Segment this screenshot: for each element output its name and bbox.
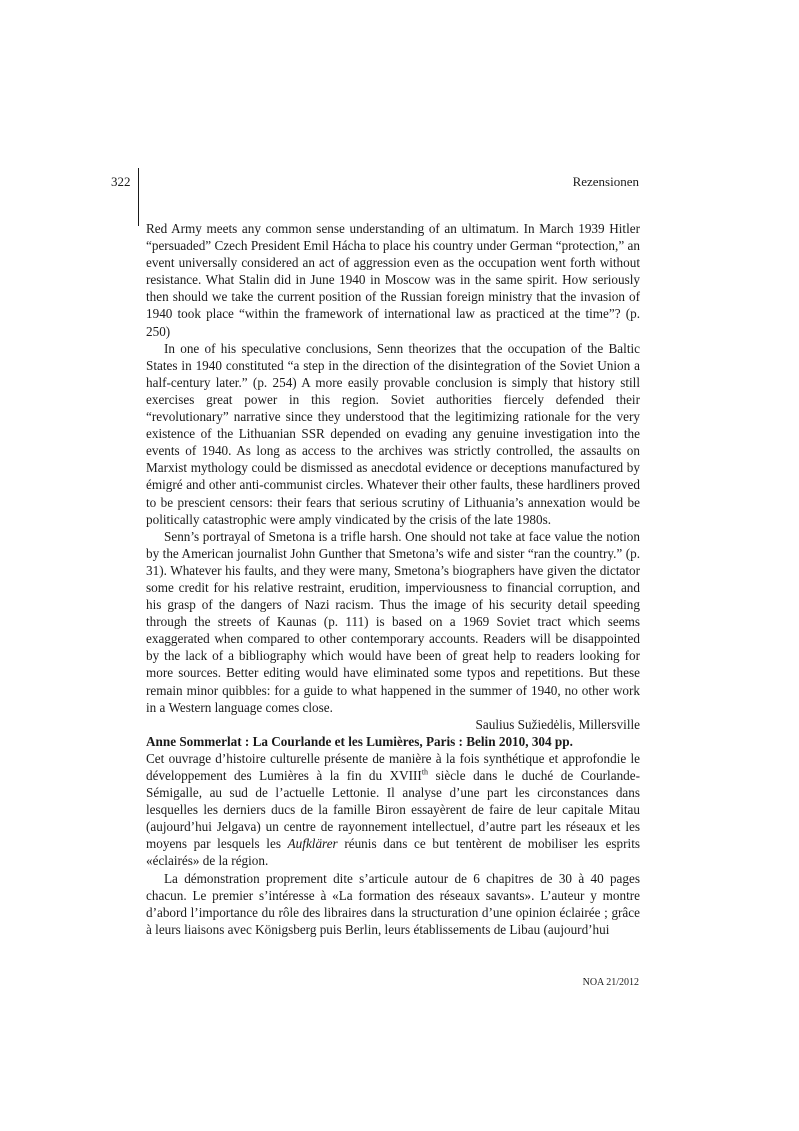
reviewer-signature: Saulius Sužiedėlis, Millersville: [475, 716, 640, 732]
paragraph: In one of his speculative conclusions, Senn theorizes that the occupation of the Baltic States in 1940 constituted “a step in the direction of the disintegration of the Soviet Union a half-century later.” (p. 254) A more easily provable conclusion is simply that history still exercises great power in this region. Soviet authorities fiercely defended their “revolutionary” narrative since they understood that the legitimizing rationale for the very existence of the Lithuanian SSR depended on evading any genuine investigation into the events of 1940. As long as access to the archives was strictly controlled, the assaults on Marxist mythology could be dismissed as anecdotal evidence or deceptions manufactured by émigré and other anti-communist circles. Whatever their other faults, these hardliners proved to be prescient censors: their fears that serious scrutiny of Lithuania’s annexation would be politically catastrophic were amply vindicated by the crisis of the late 1980s.: [146, 340, 640, 527]
paragraph: La démonstration proprement dite s’articule autour de 6 chapitres de 30 à 40 pages chacun. Le premier s’intéresse à «La formation des réseaux savants». L’auteur y montre d’abord l’importance du rôle des libraires dans la structuration d’une opinion éclairée ; grâce à leurs liaisons avec Königsberg puis Berlin, leurs établissements de Libau (aujourd’hui: [146, 870, 640, 937]
text-run: siècle dans le duché de Courlande-Sémigalle, au sud de l’actuelle Lettonie. Il analyse d’une part les circonstances dans lesquelles les derniers ducs de la famille Biron essayèrent de faire de leur capitale Mitau (aujourd’hui Jelgava) un centre de rayonnement intellectuel, d’autre part les réseaux et les moyens par lesquels les: [146, 768, 640, 852]
superscript: th: [421, 767, 429, 777]
paragraph: Red Army meets any common sense understanding of an ultimatum. In March 1939 Hitler “persuaded” Czech President Emil Hácha to place his country under German “protection,” an event universally considered an act of aggression even as the occupation went forth without resistance. What Stalin did in June 1940 in Moscow was in the same spirit. How seriously then should we take the current position of the Russian foreign ministry that the invasion of 1940 took place “within the framework of international law as practiced at the time”? (p. 250): [146, 221, 640, 339]
review-heading: Anne Sommerlat : La Courlande et les Lumières, Paris : Belin 2010, 304 pp.: [146, 733, 573, 749]
running-head: Rezensionen: [572, 174, 639, 189]
text-run: Cet ouvrage d’histoire culturelle présente de manière à la fois synthétique et approfondie le développement des Lumières à la fin du XVIII: [146, 750, 640, 783]
body-text: [146, 220, 640, 938]
paragraph: Senn’s portrayal of Smetona is a trifle harsh. One should not take at face value the notion by the American journalist John Gunther that Smetona’s wife and sister “ran the country.” (p. 31). Whatever his faults, and they were many, Smetona’s biographers have given the dictator some credit for his relative restraint, erudition, imperviousness to financial corruption, and his grasp of the dangers of Nazi racism. Thus the image of his security detail speeding through the streets of Kaunas (p. 111) is based on a 1969 Soviet tract which seems exaggerated when compared to other contemporary accounts. Readers will be disappointed by the lack of a bibliography which would have been of great help to readers looking for more sources. Better editing would have eliminated some typos and repetitions. But these remain minor quibbles: for a guide to what happened in the summer of 1940, no other work in a Western language comes close.: [146, 528, 640, 715]
margin-rule: [138, 168, 139, 226]
text-run: réunis dans ce but tentèrent de mobiliser les esprits «éclairés» de la région.: [146, 836, 641, 869]
footer-journal: NOA 21/2012: [582, 977, 639, 988]
paragraph: [146, 750, 640, 870]
italic-term: Aufklärer: [287, 836, 338, 852]
page-number: 322: [111, 174, 131, 189]
